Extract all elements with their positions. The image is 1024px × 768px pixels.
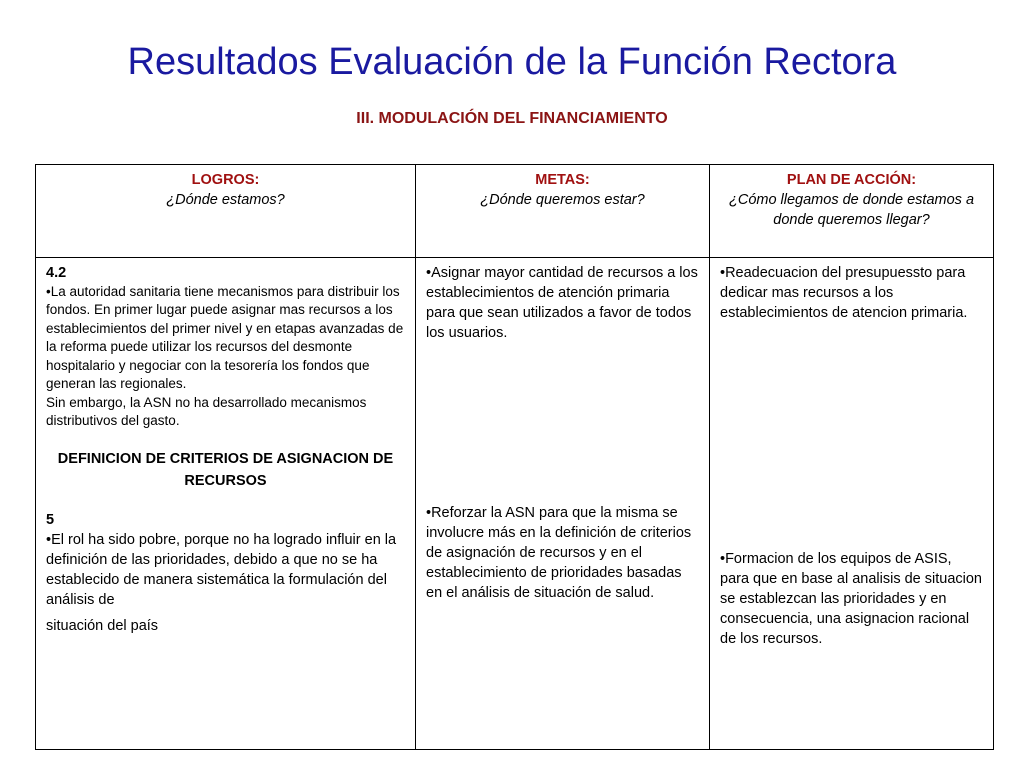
header-logros: [36, 165, 416, 258]
header-logros-label: LOGROS:: [191, 172, 260, 188]
slide-subtitle: III. MODULACIÓN DEL FINANCIAMIENTO: [356, 110, 668, 127]
table-header-row: [36, 165, 994, 258]
slide-title: Resultados Evaluación de la Función Rectora: [127, 41, 897, 83]
plan-cell: [710, 258, 994, 750]
plan-item-1: •Readecuacion del presupuessto para dedicar mas recursos a los establecimientos de atencion primaria.: [720, 265, 968, 321]
header-plan-label: PLAN DE ACCIÓN:: [786, 172, 917, 188]
metas-item-2: •Reforzar la ASN para que la misma se involucre más en la definición de criterios de asignación de recursos y en el establecimiento de prioridades basadas en el análisis de situación de salud.: [426, 505, 692, 601]
metas-cell: [416, 258, 710, 750]
logros-text-1: •La autoridad sanitaria tiene mecanismos para distribuir los fondos. En primer lugar puede asignar mas recursos a los establecimientos del primer nivel y en etapas avanzadas de la reforma puede utilizar los recursos del desmonte hospitalario y negociar con la tesorería los fondos que generan las regionales.: [46, 284, 404, 392]
logros-text-2: Sin embargo, la ASN no ha desarrollado mecanismos distributivos del gasto.: [46, 394, 367, 429]
logros-cell: [36, 258, 416, 750]
logros-text-4: situación del país: [46, 618, 159, 635]
evaluation-table: [35, 164, 994, 750]
plan-spacer: [720, 323, 983, 549]
header-metas: [416, 165, 710, 258]
logros-section-heading: DEFINICION DE CRITERIOS DE ASIGNACION DE RECURSOS: [57, 450, 394, 489]
header-logros-question: ¿Dónde estamos?: [166, 192, 285, 208]
header-metas-question: ¿Dónde queremos estar?: [480, 192, 645, 208]
table-body-row: [36, 258, 994, 750]
metas-item-1: •Asignar mayor cantidad de recursos a los establecimientos de atención primaria para que sean utilizados a favor de todos los usuarios.: [426, 265, 698, 341]
metas-spacer: [426, 343, 699, 503]
header-plan: [710, 165, 994, 258]
header-plan-question: ¿Cómo llegamos de donde estamos a donde queremos llegar?: [728, 192, 975, 228]
header-metas-label: METAS:: [535, 172, 590, 188]
logros-number-2: 5: [46, 512, 55, 529]
logros-text-3: •El rol ha sido pobre, porque no ha logrado influir en la definición de las prioridades, debido a que no se ha establecido de manera sistemática la formulación del análisis de: [46, 532, 397, 609]
logros-number-1: 4.2: [46, 265, 67, 281]
plan-item-2: •Formacion de los equipos de ASIS, para que en base al analisis de situacion se establezcan las prioridades y en consecuencia, una asignacion racional de los recursos.: [720, 551, 982, 647]
